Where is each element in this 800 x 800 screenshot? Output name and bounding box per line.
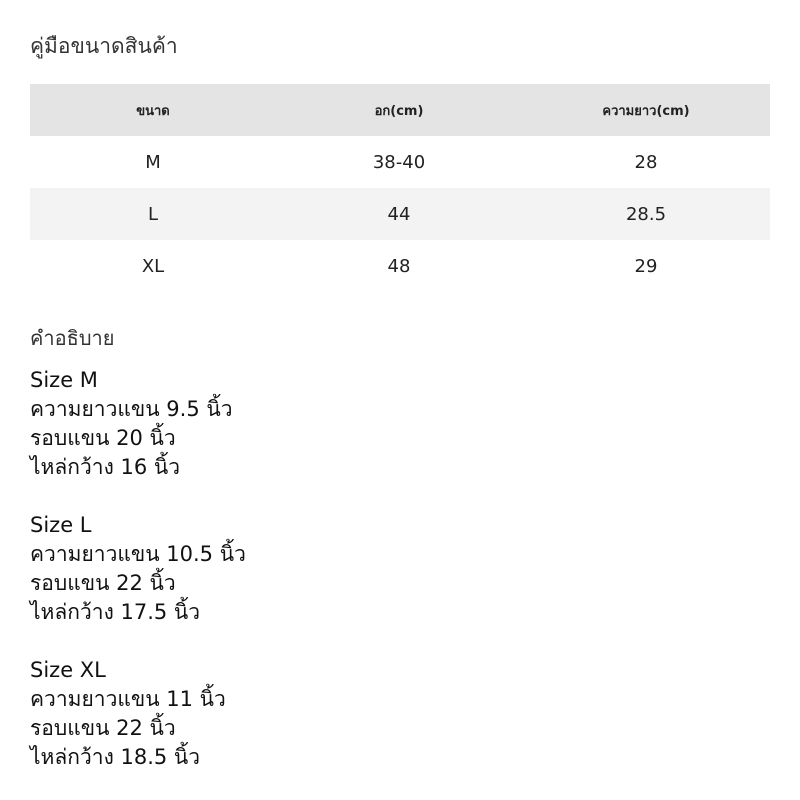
arm-circumference-line: รอบแขน 22 นิ้ว — [30, 716, 176, 740]
cell-size: L — [30, 188, 276, 240]
shoulder-width-line: ไหล่กว้าง 16 นิ้ว — [30, 455, 181, 479]
page-title: คู่มือขนาดสินค้า — [30, 34, 178, 58]
cell-length: 29 — [634, 255, 658, 277]
cell-size: XL — [141, 255, 165, 277]
header-size: ขนาด — [30, 84, 276, 136]
size-description-m — [30, 366, 730, 482]
table-row — [30, 136, 770, 188]
cell-chest: 44 — [276, 188, 522, 240]
size-label: Size M — [30, 368, 98, 392]
cell-size: M — [145, 151, 161, 173]
cell-length: 28 — [634, 151, 658, 173]
size-chart-table — [30, 84, 770, 292]
description-heading: คำอธิบาย — [30, 326, 115, 350]
header-chest: อก(cm) — [276, 84, 522, 136]
table-row — [30, 240, 770, 292]
arm-circumference-line: รอบแขน 20 นิ้ว — [30, 426, 176, 450]
shoulder-width-line: ไหล่กว้าง 18.5 นิ้ว — [30, 745, 201, 769]
size-label: Size L — [30, 513, 92, 537]
arm-circumference-line: รอบแขน 22 นิ้ว — [30, 571, 176, 595]
sleeve-length-line: ความยาวแขน 9.5 นิ้ว — [30, 397, 233, 421]
header-length: ความยาว(cm) — [522, 84, 770, 136]
table-header-row — [30, 84, 770, 136]
sleeve-length-line: ความยาวแขน 11 นิ้ว — [30, 687, 226, 711]
cell-chest: 48 — [387, 255, 411, 277]
size-description-xl — [30, 656, 730, 772]
size-label: Size XL — [30, 658, 106, 682]
table-row — [30, 188, 770, 240]
sleeve-length-line: ความยาวแขน 10.5 นิ้ว — [30, 542, 246, 566]
cell-length: 28.5 — [522, 188, 770, 240]
size-description-l — [30, 511, 730, 627]
cell-chest: 38-40 — [372, 151, 426, 173]
shoulder-width-line: ไหล่กว้าง 17.5 นิ้ว — [30, 600, 201, 624]
